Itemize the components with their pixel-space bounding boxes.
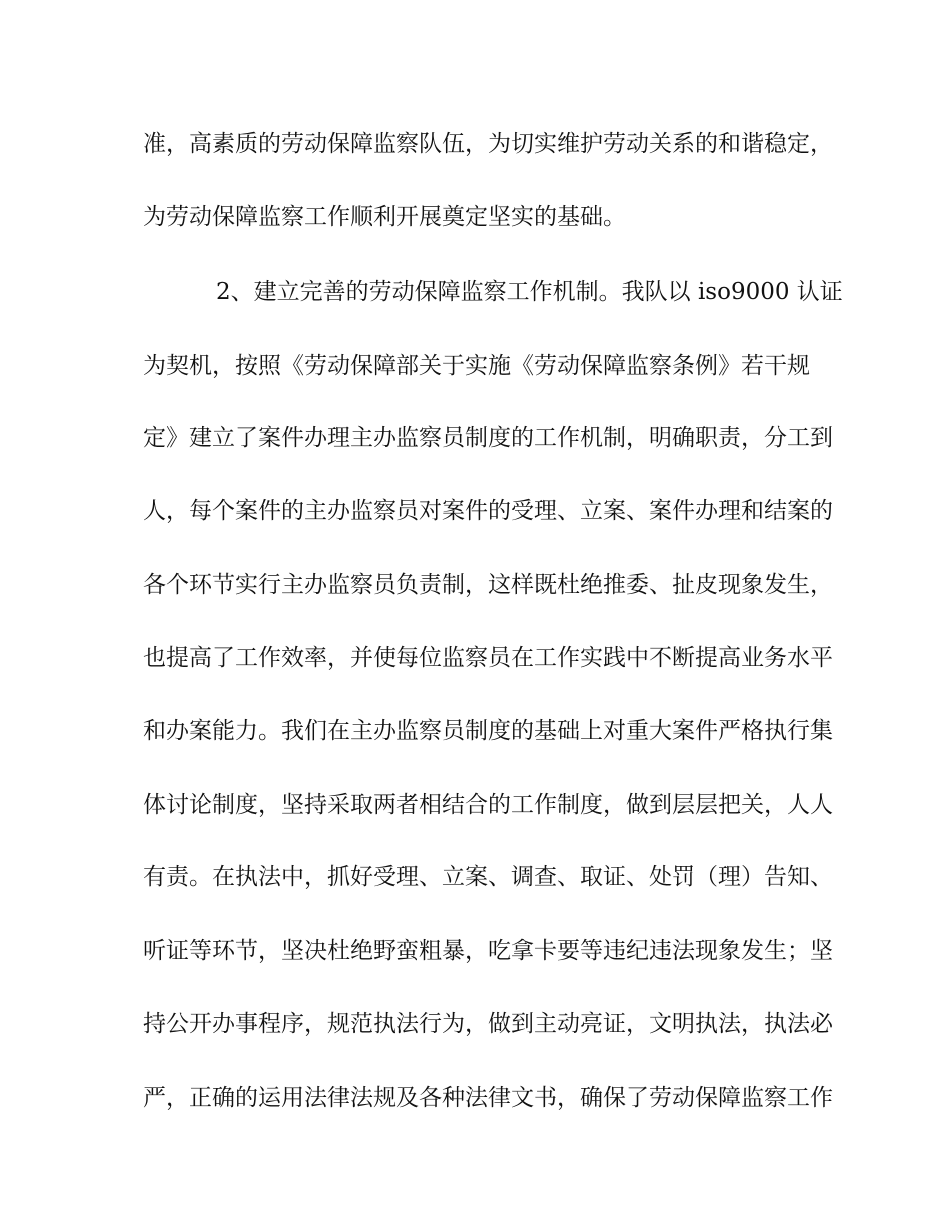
paragraph-line: 持公开办事程序，规范执法行为，做到主动亮证，文明执法，执法必 bbox=[143, 1011, 833, 1037]
paragraph-line: 为契机，按照《劳动保障部关于实施《劳动保障监察条例》若干规 bbox=[143, 353, 810, 379]
paragraph-line: 有责。在执法中，抓好受理、立案、调查、取证、处罚（理）告知、 bbox=[143, 864, 833, 890]
paragraph-line: 严，正确的运用法律法规及各种法律文书，确保了劳动保障监察工作 bbox=[143, 1085, 833, 1111]
paragraph-line-indented: 2、建立完善的劳动保障监察工作机制。我队以 iso9000 认证 bbox=[216, 279, 843, 305]
paragraph-line: 听证等环节，坚决杜绝野蛮粗暴，吃拿卡要等违纪违法现象发生；坚 bbox=[143, 938, 833, 964]
paragraph-line: 为劳动保障监察工作顺利开展奠定坚实的基础。 bbox=[143, 204, 626, 230]
paragraph-line: 也提高了工作效率，并使每位监察员在工作实践中不断提高业务水平 bbox=[143, 645, 833, 671]
paragraph-line: 各个环节实行主办监察员负责制，这样既杜绝推委、扯皮现象发生， bbox=[143, 572, 833, 598]
paragraph-line: 准，高素质的劳动保障监察队伍，为切实维护劳动关系的和谐稳定， bbox=[143, 131, 833, 157]
paragraph-line: 人，每个案件的主办监察员对案件的受理、立案、案件办理和结案的 bbox=[143, 498, 833, 524]
paragraph-line: 和办案能力。我们在主办监察员制度的基础上对重大案件严格执行集 bbox=[143, 718, 833, 744]
paragraph-line: 定》建立了案件办理主办监察员制度的工作机制，明确职责，分工到 bbox=[143, 425, 833, 451]
paragraph-line: 体讨论制度，坚持采取两者相结合的工作制度，做到层层把关，人人 bbox=[143, 792, 833, 818]
